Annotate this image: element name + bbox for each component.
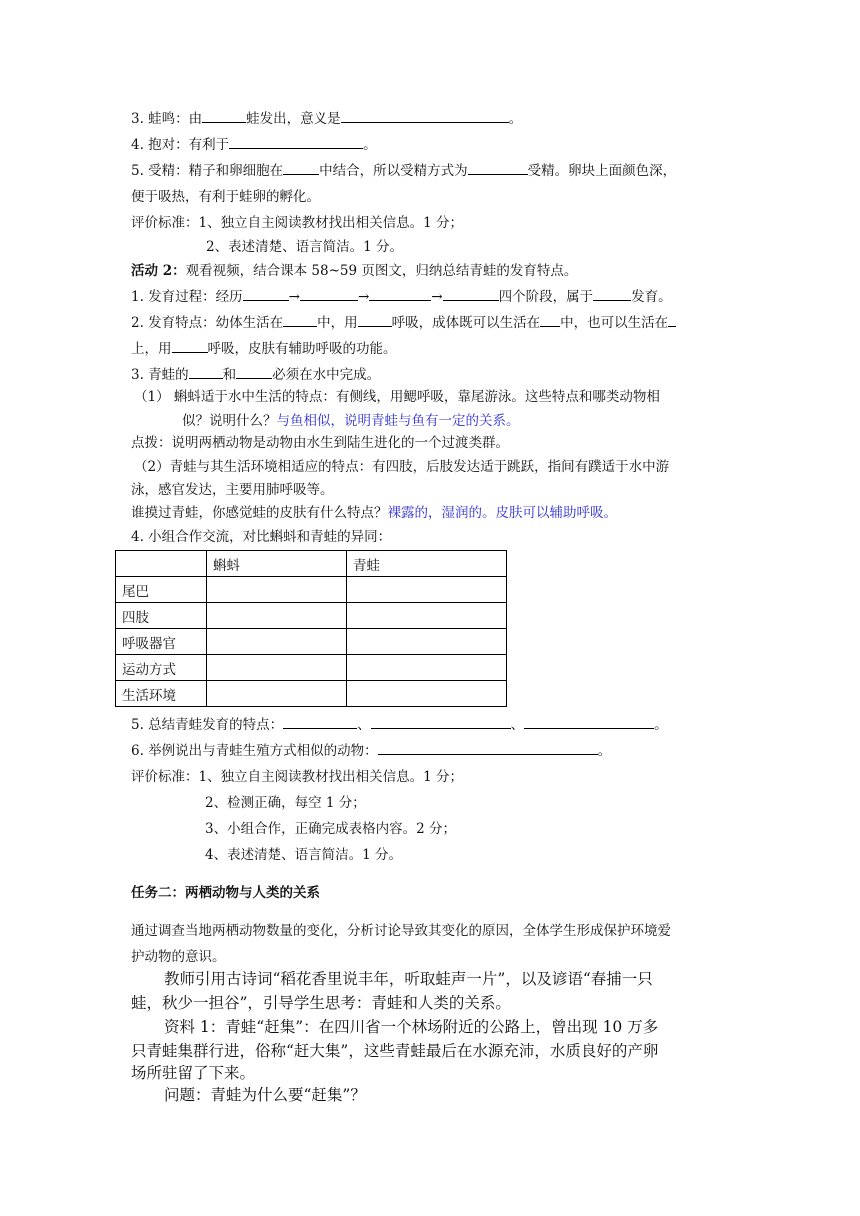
q4-blank[interactable] [229, 134, 363, 149]
p4-line: 4. 小组合作交流，对比蝌蚪和青蛙的异同： [131, 529, 392, 545]
p3-blank-1[interactable] [189, 364, 223, 379]
sub1-line-b [182, 410, 520, 432]
p3-blank-2[interactable] [236, 364, 272, 379]
q5-continuation: 便于吸热，有利于蛙卵的孵化。 [131, 189, 320, 205]
task2-title: 任务二：两栖动物与人类的关系 [131, 885, 320, 901]
teacher-line-b: 蛙，秋少一担谷”，引导学生思考：青蛙和人类的关系。 [131, 994, 511, 1012]
q3-blank-2[interactable] [341, 108, 509, 123]
p2-text-d: 中，也可以生活在 [560, 315, 669, 331]
table-row-label: 运动方式 [116, 655, 207, 681]
p3-text-b: 和 [222, 367, 237, 383]
p1-blank-3[interactable] [369, 286, 431, 301]
activity2-heading [131, 260, 577, 282]
p3-text-c: 必须在水中完成。 [272, 367, 381, 383]
p5-blank-1[interactable] [283, 714, 357, 729]
q3-text-a: 3. 蛙鸣：由 [131, 111, 203, 127]
table-header-cell: 青蛙 [347, 551, 507, 577]
table-row-label: 生活环境 [116, 681, 207, 707]
touch-line [131, 502, 617, 524]
p3-text-a: 3. 青蛙的 [131, 367, 189, 383]
table-cell-tadpole[interactable] [207, 681, 347, 707]
q5-text-a: 5. 受精：精子和卵细胞在 [131, 163, 284, 179]
p1-text-b: 四个阶段，属于 [498, 289, 594, 305]
p2-blank-2[interactable] [358, 312, 392, 327]
eval-2-line-2: 2、检测正确，每空 1 分； [205, 795, 366, 811]
table-cell-tadpole[interactable] [207, 655, 347, 681]
table-row-label: 尾巴 [116, 577, 207, 603]
p2-text-c: 呼吸，成体既可以生活在 [391, 315, 541, 331]
p1-blank-5[interactable] [593, 286, 631, 301]
p2-line [131, 312, 676, 334]
eval-2-line-3: 3、小组合作，正确完成表格内容。2 分； [205, 821, 456, 837]
table-cell-frog[interactable] [347, 603, 507, 629]
p2-cont-text-b: 呼吸，皮肤有辅助呼吸的功能。 [207, 341, 397, 357]
table-row [116, 681, 507, 707]
q3-blank-1[interactable] [202, 108, 246, 123]
p2-blank-1[interactable] [283, 312, 317, 327]
p1-text-a: 1. 发育过程：经历 [131, 289, 243, 305]
q3-text-b: 蛙发出，意义是 [246, 111, 341, 127]
p5-sep-1: 、 [357, 717, 371, 733]
table-row [116, 577, 507, 603]
p5-line [131, 714, 668, 736]
eval-2-line-4: 4、表述清楚、语言简洁。1 分。 [205, 847, 402, 863]
sub1-question: 似？说明什么？ [182, 413, 277, 429]
task2-intro-b: 护动物的意识。 [131, 949, 226, 965]
p2-blank-3[interactable] [540, 312, 560, 327]
eval-1-line-2: 2、表述清楚、语言简洁。1 分。 [206, 239, 403, 255]
p1-blank-4[interactable] [443, 286, 499, 301]
q4-line [131, 134, 377, 156]
p5-sep-2: 、 [510, 717, 525, 733]
table-row [116, 629, 507, 655]
comparison-table [115, 550, 507, 707]
table-cell-tadpole[interactable] [207, 577, 347, 603]
table-row [116, 603, 507, 629]
p6-text: 6. 举例说出与青蛙生殖方式相似的动物： [131, 743, 378, 759]
sub1-answer: 与鱼相似，说明青蛙与鱼有一定的关系。 [276, 413, 520, 429]
activity2-label: 活动 2： [131, 263, 186, 279]
table-cell-frog[interactable] [347, 629, 507, 655]
table-header-cell: 蝌蚪 [207, 551, 347, 577]
p2-text-b: 中，用 [317, 315, 358, 331]
task2-intro-a: 通过调查当地两栖动物数量的变化，分析讨论导致其变化的原因，全体学生形成保护环境爱 [131, 923, 671, 939]
q5-blank-2[interactable] [468, 160, 528, 175]
touch-question: 谁摸过青蛙，你感觉蛙的皮肤有什么特点？ [131, 505, 388, 521]
table-row [116, 655, 507, 681]
q5-blank-1[interactable] [283, 160, 319, 175]
p1-blank-2[interactable] [300, 286, 358, 301]
table-cell-frog[interactable] [347, 681, 507, 707]
p1-line [131, 286, 672, 308]
p2-continuation [131, 338, 397, 360]
arrow-1: → [288, 289, 300, 305]
arrow-3: → [431, 289, 443, 305]
p5-blank-2[interactable] [371, 714, 511, 729]
table-header-row [116, 551, 507, 577]
table-header-cell [116, 551, 207, 577]
material-line-c: 场所驻留了下来。 [131, 1064, 256, 1082]
eval-1-line-1: 评价标准：1、独立自主阅读教材找出相关信息。1 分； [131, 215, 463, 231]
p6-line [131, 740, 611, 762]
table-cell-frog[interactable] [347, 655, 507, 681]
p5-blank-3[interactable] [524, 714, 654, 729]
arrow-2: → [357, 289, 370, 305]
p2-text-a: 2. 发育特点：幼体生活在 [131, 315, 284, 331]
p5-end: 。 [654, 717, 668, 733]
sub1-line-a: （1） 蝌蚪适于水中生活的特点：有侧线，用鳃呼吸，靠尾游泳。这些特点和哪类动物相 [134, 389, 660, 405]
p2-cont-text-a: 上，用 [131, 341, 172, 357]
table-row-label: 呼吸器官 [116, 629, 207, 655]
table-cell-frog[interactable] [347, 577, 507, 603]
p2-blank-5[interactable] [172, 338, 208, 353]
q4-text-b: 。 [363, 137, 377, 153]
table-cell-tadpole[interactable] [207, 629, 347, 655]
task2-question: 问题：青蛙为什么要“赶集”？ [164, 1086, 366, 1104]
q5-text-b: 中结合，所以受精方式为 [319, 163, 468, 179]
p1-blank-1[interactable] [243, 286, 289, 301]
eval-2-line-1: 评价标准：1、独立自主阅读教材找出相关信息。1 分； [131, 769, 463, 785]
touch-answer: 裸露的，湿润的。皮肤可以辅助呼吸。 [387, 505, 617, 521]
q3-line [131, 108, 522, 130]
p2-blank-4[interactable] [668, 312, 676, 327]
table-cell-tadpole[interactable] [207, 603, 347, 629]
p6-end: 。 [597, 743, 612, 759]
hint-line: 点拨：说明两栖动物是动物由水生到陆生进化的一个过渡类群。 [131, 435, 509, 451]
q4-text-a: 4. 抱对：有利于 [131, 137, 230, 153]
table-row-label: 四肢 [116, 603, 207, 629]
p1-text-c: 发育。 [631, 289, 672, 305]
sub2-line-a: （2）青蛙与其生活环境相适应的特点：有四肢，后肢发达适于跳跃，指间有蹼适于水中游 [134, 459, 670, 475]
activity2-text: 观看视频，结合课本 58~59 页图文，归纳总结青蛙的发育特点。 [185, 263, 578, 279]
p3-line [131, 364, 380, 386]
q3-text-c: 。 [508, 111, 523, 127]
q5-text-c: 受精。卵块上面颜色深， [527, 163, 677, 179]
p5-text: 5. 总结青蛙发育的特点： [131, 717, 284, 733]
material-line-a: 资料 1：青蛙“赶集”：在四川省一个林场附近的公路上，曾出现 10 万多 [164, 1018, 659, 1036]
q5-line [131, 160, 676, 182]
material-line-b: 只青蛙集群行进，俗称“赶大集”，这些青蛙最后在水源充沛，水质良好的产卵 [131, 1042, 659, 1060]
sub2-line-b: 泳，感官发达，主要用肺呼吸等。 [131, 482, 334, 498]
p6-blank[interactable] [378, 740, 598, 755]
teacher-line-a: 教师引用古诗词“稻花香里说丰年，听取蛙声一片”，以及谚语“春捕一只 [164, 970, 653, 988]
